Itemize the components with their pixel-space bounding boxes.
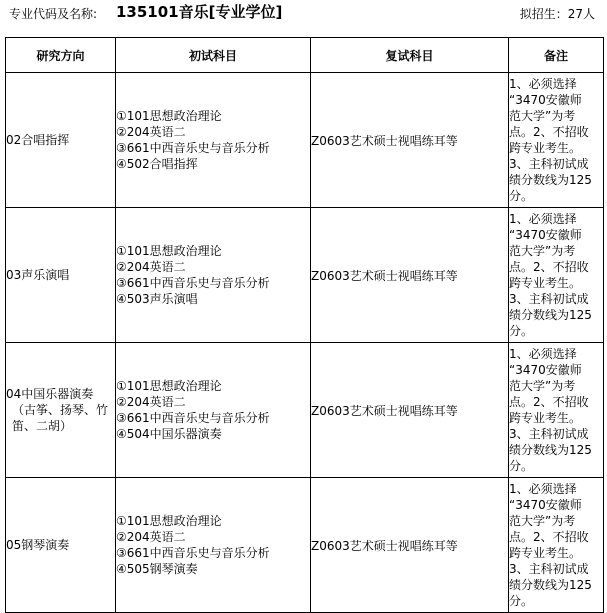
note-line: 点。2、不招收 [509,395,589,409]
table-row [6,343,604,478]
note-line: 1、必须选择 [509,212,577,226]
note-line: 3、主科初试成 [509,292,589,306]
direction-text: 05钢琴演奏 [6,538,70,552]
note-line: 分。 [509,189,534,203]
note-cell [509,73,604,208]
note-line: 1、必须选择 [509,347,577,361]
note-line: 绩分数线为125 [509,173,592,187]
table-row [6,73,604,208]
exam-subject: ①101思想政治理论 [116,109,222,123]
exam-subject: ③661中西音乐史与音乐分析 [116,276,270,290]
retest-cell: Z0603艺术硕士视唱练耳等 [311,73,509,208]
initial-exam-cell [116,73,311,208]
column-header-initial-exam: 初试科目 [116,38,311,73]
note-line: 范大学”为考 [509,379,576,393]
direction-text: 03声乐演唱 [6,268,70,282]
exam-subject: ②204英语二 [116,125,186,139]
note-line: 3、主科初试成 [509,427,589,441]
exam-subject: ④505钢琴演奏 [116,562,198,576]
direction-text: （古筝、扬琴、竹 [12,403,109,417]
note-line: 分。 [509,324,534,338]
note-line: 跨专业考生。 [509,276,582,290]
direction-text: 02合唱指挥 [6,133,70,147]
note-line: “3470安徽师 [509,228,582,242]
note-line: 点。2、不招收 [509,125,589,139]
note-line: “3470安徽师 [509,498,582,512]
direction-cell [6,208,116,343]
major-code-label: 专业代码及名称: [9,7,98,21]
note-cell [509,343,604,478]
column-header-notes: 备注 [509,38,604,73]
note-line: 跨专业考生。 [509,546,582,560]
header [0,0,607,30]
exam-subject: ④504中国乐器演奏 [116,427,222,441]
direction-text: 04中国乐器演奏 [6,387,94,401]
note-line: “3470安徽师 [509,93,582,107]
note-line: 点。2、不招收 [509,530,589,544]
note-line: 跨专业考生。 [509,141,582,155]
direction-cell [6,343,116,478]
exam-subject: ①101思想政治理论 [116,514,222,528]
note-line: 绩分数线为125 [509,443,592,457]
note-cell [509,478,604,613]
table-header-row [6,38,604,73]
note-line: 分。 [509,459,534,473]
initial-exam-cell [116,343,311,478]
note-line: 范大学”为考 [509,109,576,123]
note-line: 跨专业考生。 [509,411,582,425]
exam-subject: ④502合唱指挥 [116,157,198,171]
exam-subject: ①101思想政治理论 [116,379,222,393]
column-header-retest: 复试科目 [311,38,509,73]
note-line: 范大学”为考 [509,514,576,528]
table-row [6,208,604,343]
exam-subject: ④503声乐演唱 [116,292,198,306]
note-line: 1、必须选择 [509,77,577,91]
exam-subject: ①101思想政治理论 [116,244,222,258]
direction-cell [6,73,116,208]
table-row [6,478,604,613]
exam-subject: ②204英语二 [116,395,186,409]
retest-cell: Z0603艺术硕士视唱练耳等 [311,343,509,478]
note-line: 绩分数线为125 [509,578,592,592]
exam-subject: ③661中西音乐史与音乐分析 [116,411,270,425]
initial-exam-cell [116,208,311,343]
exam-subject: ③661中西音乐史与音乐分析 [116,141,270,155]
major-name: 135101音乐[专业学位] [116,3,283,21]
note-line: 分。 [509,594,534,608]
note-line: 范大学”为考 [509,244,576,258]
initial-exam-cell [116,478,311,613]
note-line: 点。2、不招收 [509,260,589,274]
note-line: 1、必须选择 [509,482,577,496]
note-line: 3、主科初试成 [509,157,589,171]
note-line: 3、主科初试成 [509,562,589,576]
exam-subject: ②204英语二 [116,260,186,274]
exam-subject: ②204英语二 [116,530,186,544]
retest-cell: Z0603艺术硕士视唱练耳等 [311,208,509,343]
retest-cell: Z0603艺术硕士视唱练耳等 [311,478,509,613]
admission-table [5,37,604,613]
direction-text: 笛、二胡） [12,419,73,433]
note-cell [509,208,604,343]
enrollment-count: 拟招生：27人 [519,7,595,21]
note-line: 绩分数线为125 [509,308,592,322]
direction-cell [6,478,116,613]
note-line: “3470安徽师 [509,363,582,377]
exam-subject: ③661中西音乐史与音乐分析 [116,546,270,560]
column-header-direction: 研究方向 [6,38,116,73]
